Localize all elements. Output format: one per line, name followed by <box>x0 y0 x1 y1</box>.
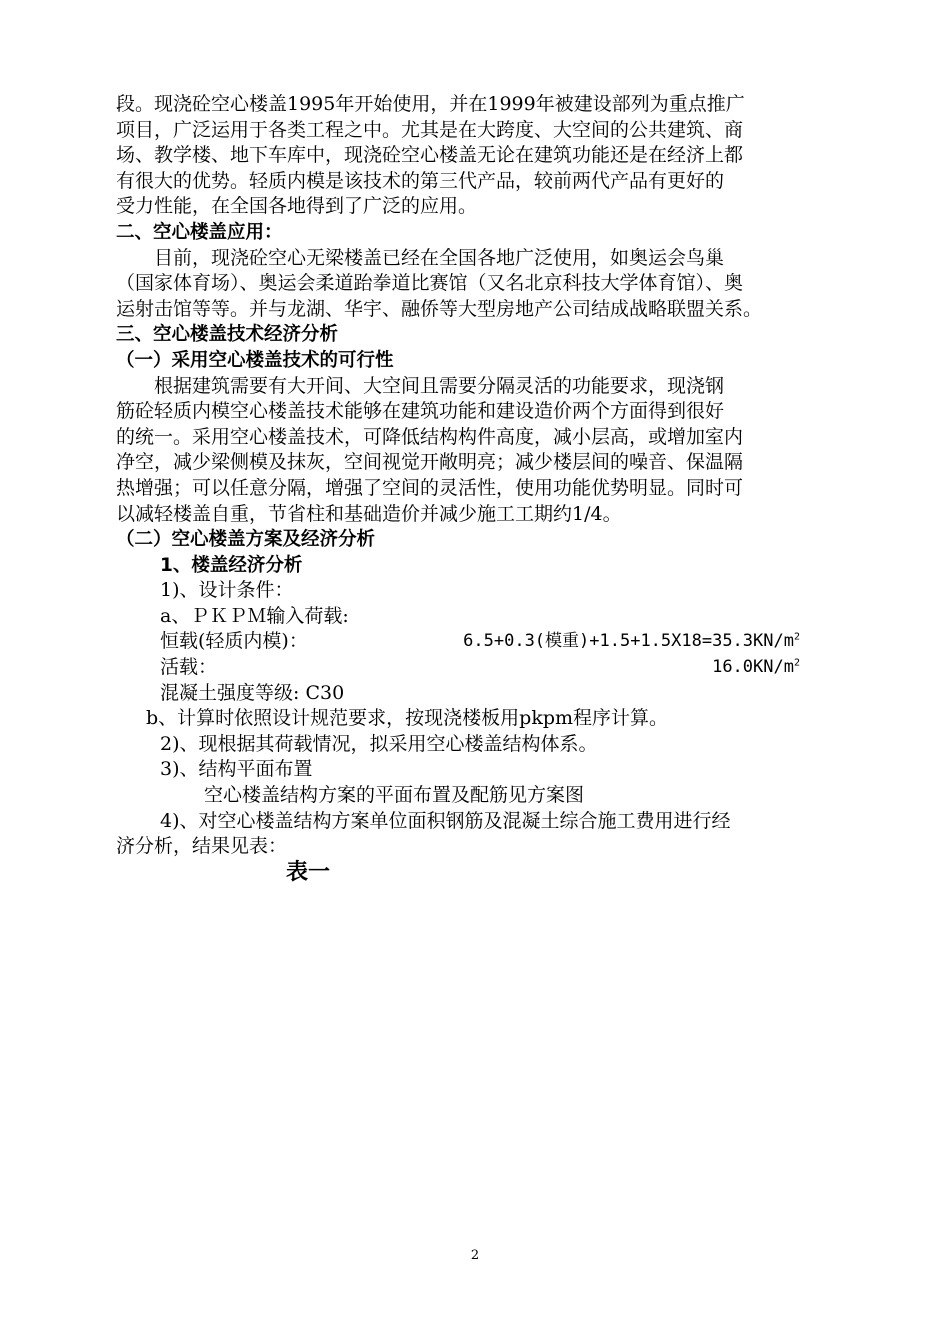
page-number: 2 <box>470 1248 480 1263</box>
table-title: 表一 <box>286 860 331 885</box>
paragraph-line: 目前，现浇砼空心无梁楼盖已经在全国各地广泛使用，如奥运会鸟巢 <box>154 246 725 269</box>
section-heading-application: 二、空心楼盖应用： <box>116 221 283 243</box>
subsection-heading-economic: 1、楼盖经济分析 <box>160 554 303 576</box>
paragraph-line: 热增强；可以任意分隔，增强了空间的灵活性，使用功能优势明显。同时可 <box>116 476 744 499</box>
dead-load-row <box>116 629 800 655</box>
paragraph-line: 场、教学楼、地下车库中，现浇砼空心楼盖无论在建筑功能还是在经济上都 <box>116 144 744 167</box>
paragraph-line: 段。现浇砼空心楼盖1995年开始使用，并在1999年被建设部列为重点推广 <box>116 93 745 115</box>
list-item: 3)、结构平面布置 <box>160 758 313 781</box>
paragraph-line: （国家体育场）、奥运会柔道跆拳道比赛馆（又名北京科技大学体育馆）、奥 <box>116 272 744 295</box>
paragraph-line: 项目，广泛运用于各类工程之中。尤其是在大跨度、大空间的公共建筑、商 <box>116 118 744 141</box>
dead-load-value: 6.5+0.3(模重)$+1.5+1.5X18=35.3KN/m^2$ <box>463 631 800 652</box>
live-load-label: 活载： <box>160 656 218 679</box>
paragraph-line: 根据建筑需要有大开间、大空间且需要分隔灵活的功能要求，现浇钢 <box>154 374 725 397</box>
concrete-grade: 混凝土强度等级: C30 <box>160 681 345 704</box>
paragraph-line: 筋砼轻质内模空心楼盖技术能够在建筑功能和建设造价两个方面得到很好 <box>116 400 725 423</box>
list-item: 4)、对空心楼盖结构方案单位面积钢筋及混凝土综合施工费用进行经 <box>160 809 731 832</box>
paragraph-line: 运射击馆等等。并与龙湖、华宇、融侨等大型房地产公司结成战略联盟关系。 <box>116 297 763 320</box>
paragraph-line: 有很大的优势。轻质内模是该技术的第三代产品，较前两代产品有更好的 <box>116 169 725 192</box>
live-load-value: $16.0KN/m^2$ <box>712 657 800 678</box>
list-item: 2)、现根据其荷载情况，拟采用空心楼盖结构体系。 <box>160 732 598 755</box>
list-item-continuation: 济分析，结果见表： <box>116 835 288 858</box>
subsection-heading-feasibility: （一）采用空心楼盖技术的可行性 <box>116 349 394 371</box>
list-item-detail: 空心楼盖结构方案的平面布置及配筋见方案图 <box>204 784 585 807</box>
document-body <box>116 92 848 860</box>
live-load-row <box>116 655 800 681</box>
paragraph-line: 的统一。采用空心楼盖技术，可降低结构构件高度，减小层高，或增加室内 <box>116 425 744 448</box>
subsection-heading-scheme: （二）空心楼盖方案及经济分析 <box>116 529 376 551</box>
dead-load-label: 恒载(轻质内模)： <box>160 630 308 653</box>
paragraph-line: 净空，减少梁侧模及抹灰，空间视觉开敞明亮；减少楼层间的噪音、保温隔 <box>116 451 744 474</box>
list-item: 1)、设计条件： <box>160 579 294 602</box>
section-heading-analysis: 三、空心楼盖技术经济分析 <box>116 324 339 346</box>
list-item: b、计算时依照设计规范要求，按现浇楼板用pkpm程序计算。 <box>146 707 669 730</box>
paragraph-line: 以减轻楼盖自重，节省柱和基础造价并减少施工工期约1/4。 <box>116 502 622 525</box>
paragraph-line: 受力性能，在全国各地得到了广泛的应用。 <box>116 195 478 218</box>
list-item: a、ＰＫＰＭ输入荷载: <box>160 604 349 627</box>
